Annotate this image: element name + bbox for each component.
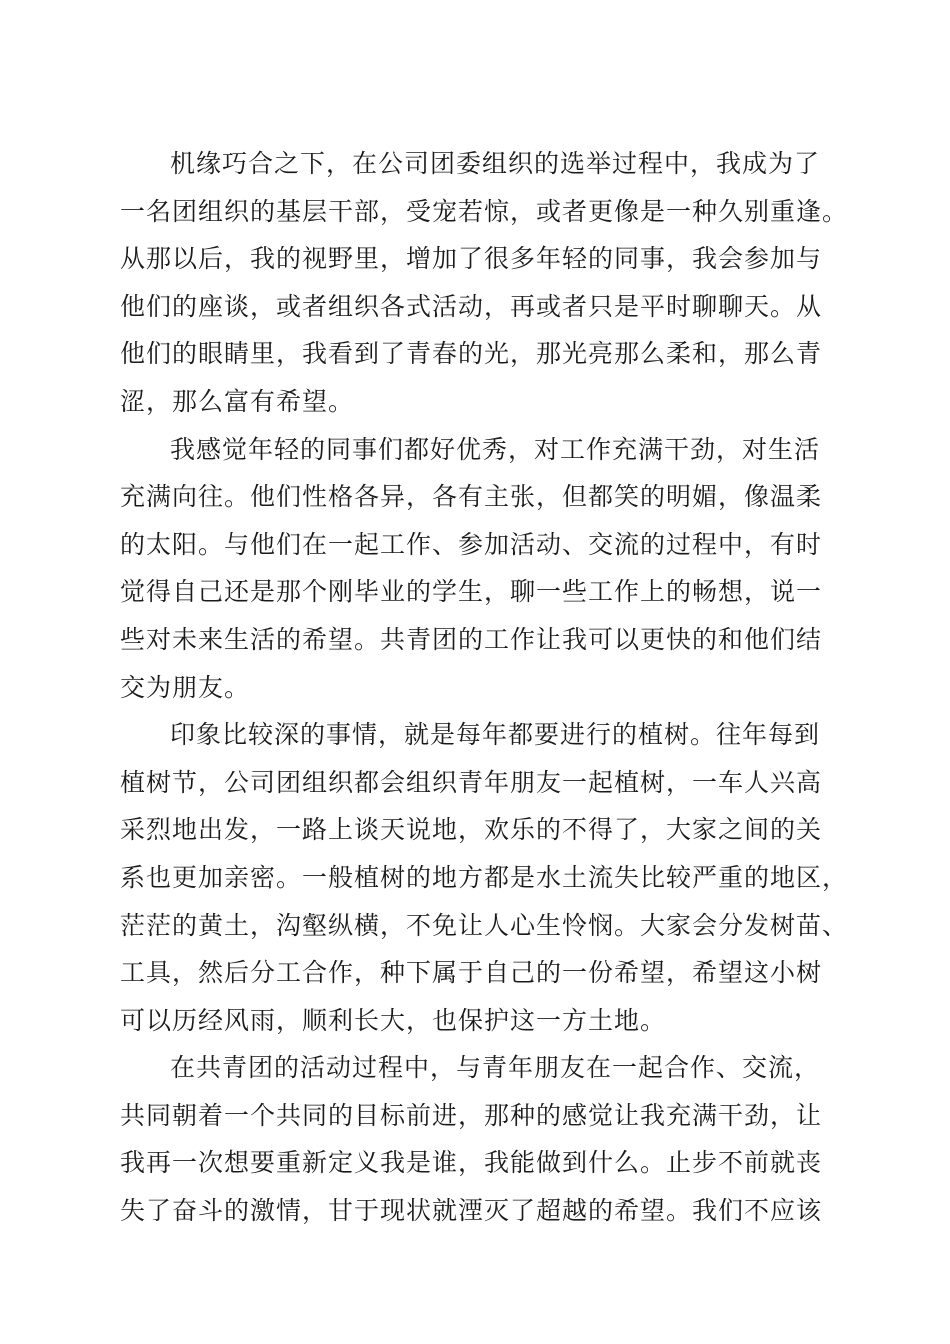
document-body xyxy=(120,140,849,1235)
text-line: 茫茫的黄土，沟壑纵横，不免让人心生怜悯。大家会分发树苗、 xyxy=(120,910,849,940)
paragraph-4 xyxy=(120,1044,830,1234)
text-line: 可以历经风雨，顺利长大，也保护这一方土地。 xyxy=(120,1005,667,1035)
text-line: 植树节，公司团组织都会组织青年朋友一起植树，一车人兴高 xyxy=(120,767,823,797)
text-line: 他们的座谈，或者组织各式活动，再或者只是平时聊聊天。从 xyxy=(120,291,823,321)
text-line: 涩，那么富有希望。 xyxy=(120,386,355,416)
text-line: 从那以后，我的视野里，增加了很多年轻的同事，我会参加与 xyxy=(120,244,823,274)
text-line: 一名团组织的基层干部，受宠若惊，或者更像是一种久别重逢。 xyxy=(120,196,849,226)
text-line: 失了奋斗的激情，甘于现状就湮灭了超越的希望。我们不应该 xyxy=(120,1196,823,1226)
text-line: 他们的眼睛里，我看到了青春的光，那光亮那么柔和，那么青 xyxy=(120,339,823,369)
text-line: 机缘巧合之下，在公司团委组织的选举过程中，我成为了 xyxy=(170,149,821,178)
paragraph-2 xyxy=(120,426,830,712)
text-line: 工具，然后分工合作，种下属于自己的一份希望，希望这小树 xyxy=(120,958,823,988)
text-line: 些对未来生活的希望。共青团的工作让我可以更快的和他们结 xyxy=(120,624,823,654)
text-line: 系也更加亲密。一般植树的地方都是水土流失比较严重的地区， xyxy=(120,862,849,892)
text-line: 觉得自己还是那个刚毕业的学生，聊一些工作上的畅想，说一 xyxy=(120,577,823,607)
text-line: 在共青团的活动过程中，与青年朋友在一起合作、交流， xyxy=(170,1053,821,1083)
text-line: 共同朝着一个共同的目标前进，那种的感觉让我充满干劲，让 xyxy=(120,1100,823,1130)
text-line: 的太阳。与他们在一起工作、参加活动、交流的过程中，有时 xyxy=(120,529,823,559)
text-line: 采烈地出发，一路上谈天说地，欢乐的不得了，大家之间的关 xyxy=(120,815,823,845)
paragraph-1 xyxy=(120,140,849,426)
text-line: 印象比较深的事情，就是每年都要进行的植树。往年每到 xyxy=(170,720,821,750)
text-line: 充满向往。他们性格各异，各有主张，但都笑的明媚，像温柔 xyxy=(120,482,823,512)
text-line: 我再一次想要重新定义我是谁，我能做到什么。止步不前就丧 xyxy=(120,1148,823,1178)
text-line: 我感觉年轻的同事们都好优秀，对工作充满干劲，对生活 xyxy=(170,434,821,464)
paragraph-3 xyxy=(120,711,849,1044)
text-line: 交为朋友。 xyxy=(120,672,251,702)
